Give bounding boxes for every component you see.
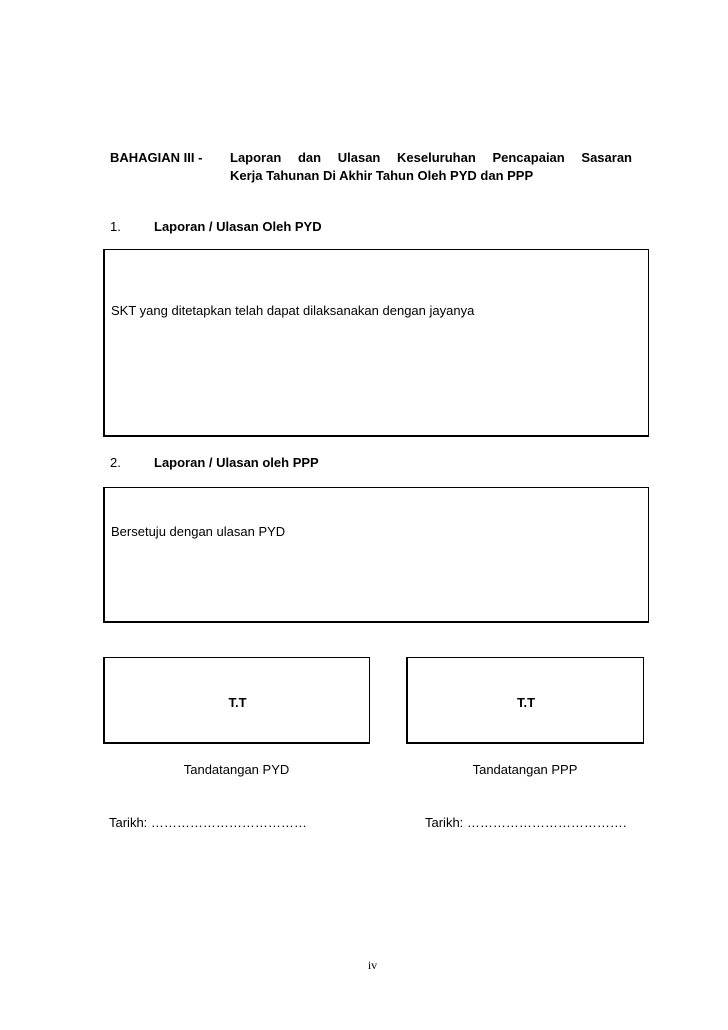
pyd-signature-text: T.T xyxy=(228,695,247,710)
ppp-date-field: Tarikh: ………………………………. xyxy=(425,815,627,830)
pyd-signature-box xyxy=(103,657,370,744)
section-title-line-2: Kerja Tahunan Di Akhir Tahun Oleh PYD dan PPP xyxy=(230,168,534,183)
ppp-signature-text: T.T xyxy=(516,695,536,710)
item-1-title: Laporan / Ulasan Oleh PYD xyxy=(154,219,322,234)
pyd-report-box xyxy=(103,249,649,437)
ppp-signature-caption: Tandatangan PPP xyxy=(472,762,578,777)
pyd-signature-caption: Tandatangan PYD xyxy=(183,762,290,777)
ppp-report-text: Bersetuju dengan ulasan PYD xyxy=(111,524,286,539)
ppp-signature-box xyxy=(406,657,644,744)
item-2-title: Laporan / Ulasan oleh PPP xyxy=(154,455,319,470)
section-title-line-1: Laporan dan Ulasan Keseluruhan Pencapaian Sasaran xyxy=(230,150,632,165)
pyd-report-text: SKT yang ditetapkan telah dapat dilaksanakan dengan jayanya xyxy=(111,303,475,318)
pyd-date-field: Tarikh: ……………………………… xyxy=(109,815,307,830)
section-label: BAHAGIAN III - xyxy=(110,150,203,165)
page-number: iv xyxy=(367,958,378,972)
ppp-report-box xyxy=(103,487,649,623)
item-2-number: 2. xyxy=(110,455,121,470)
item-1-number: 1. xyxy=(110,219,121,234)
